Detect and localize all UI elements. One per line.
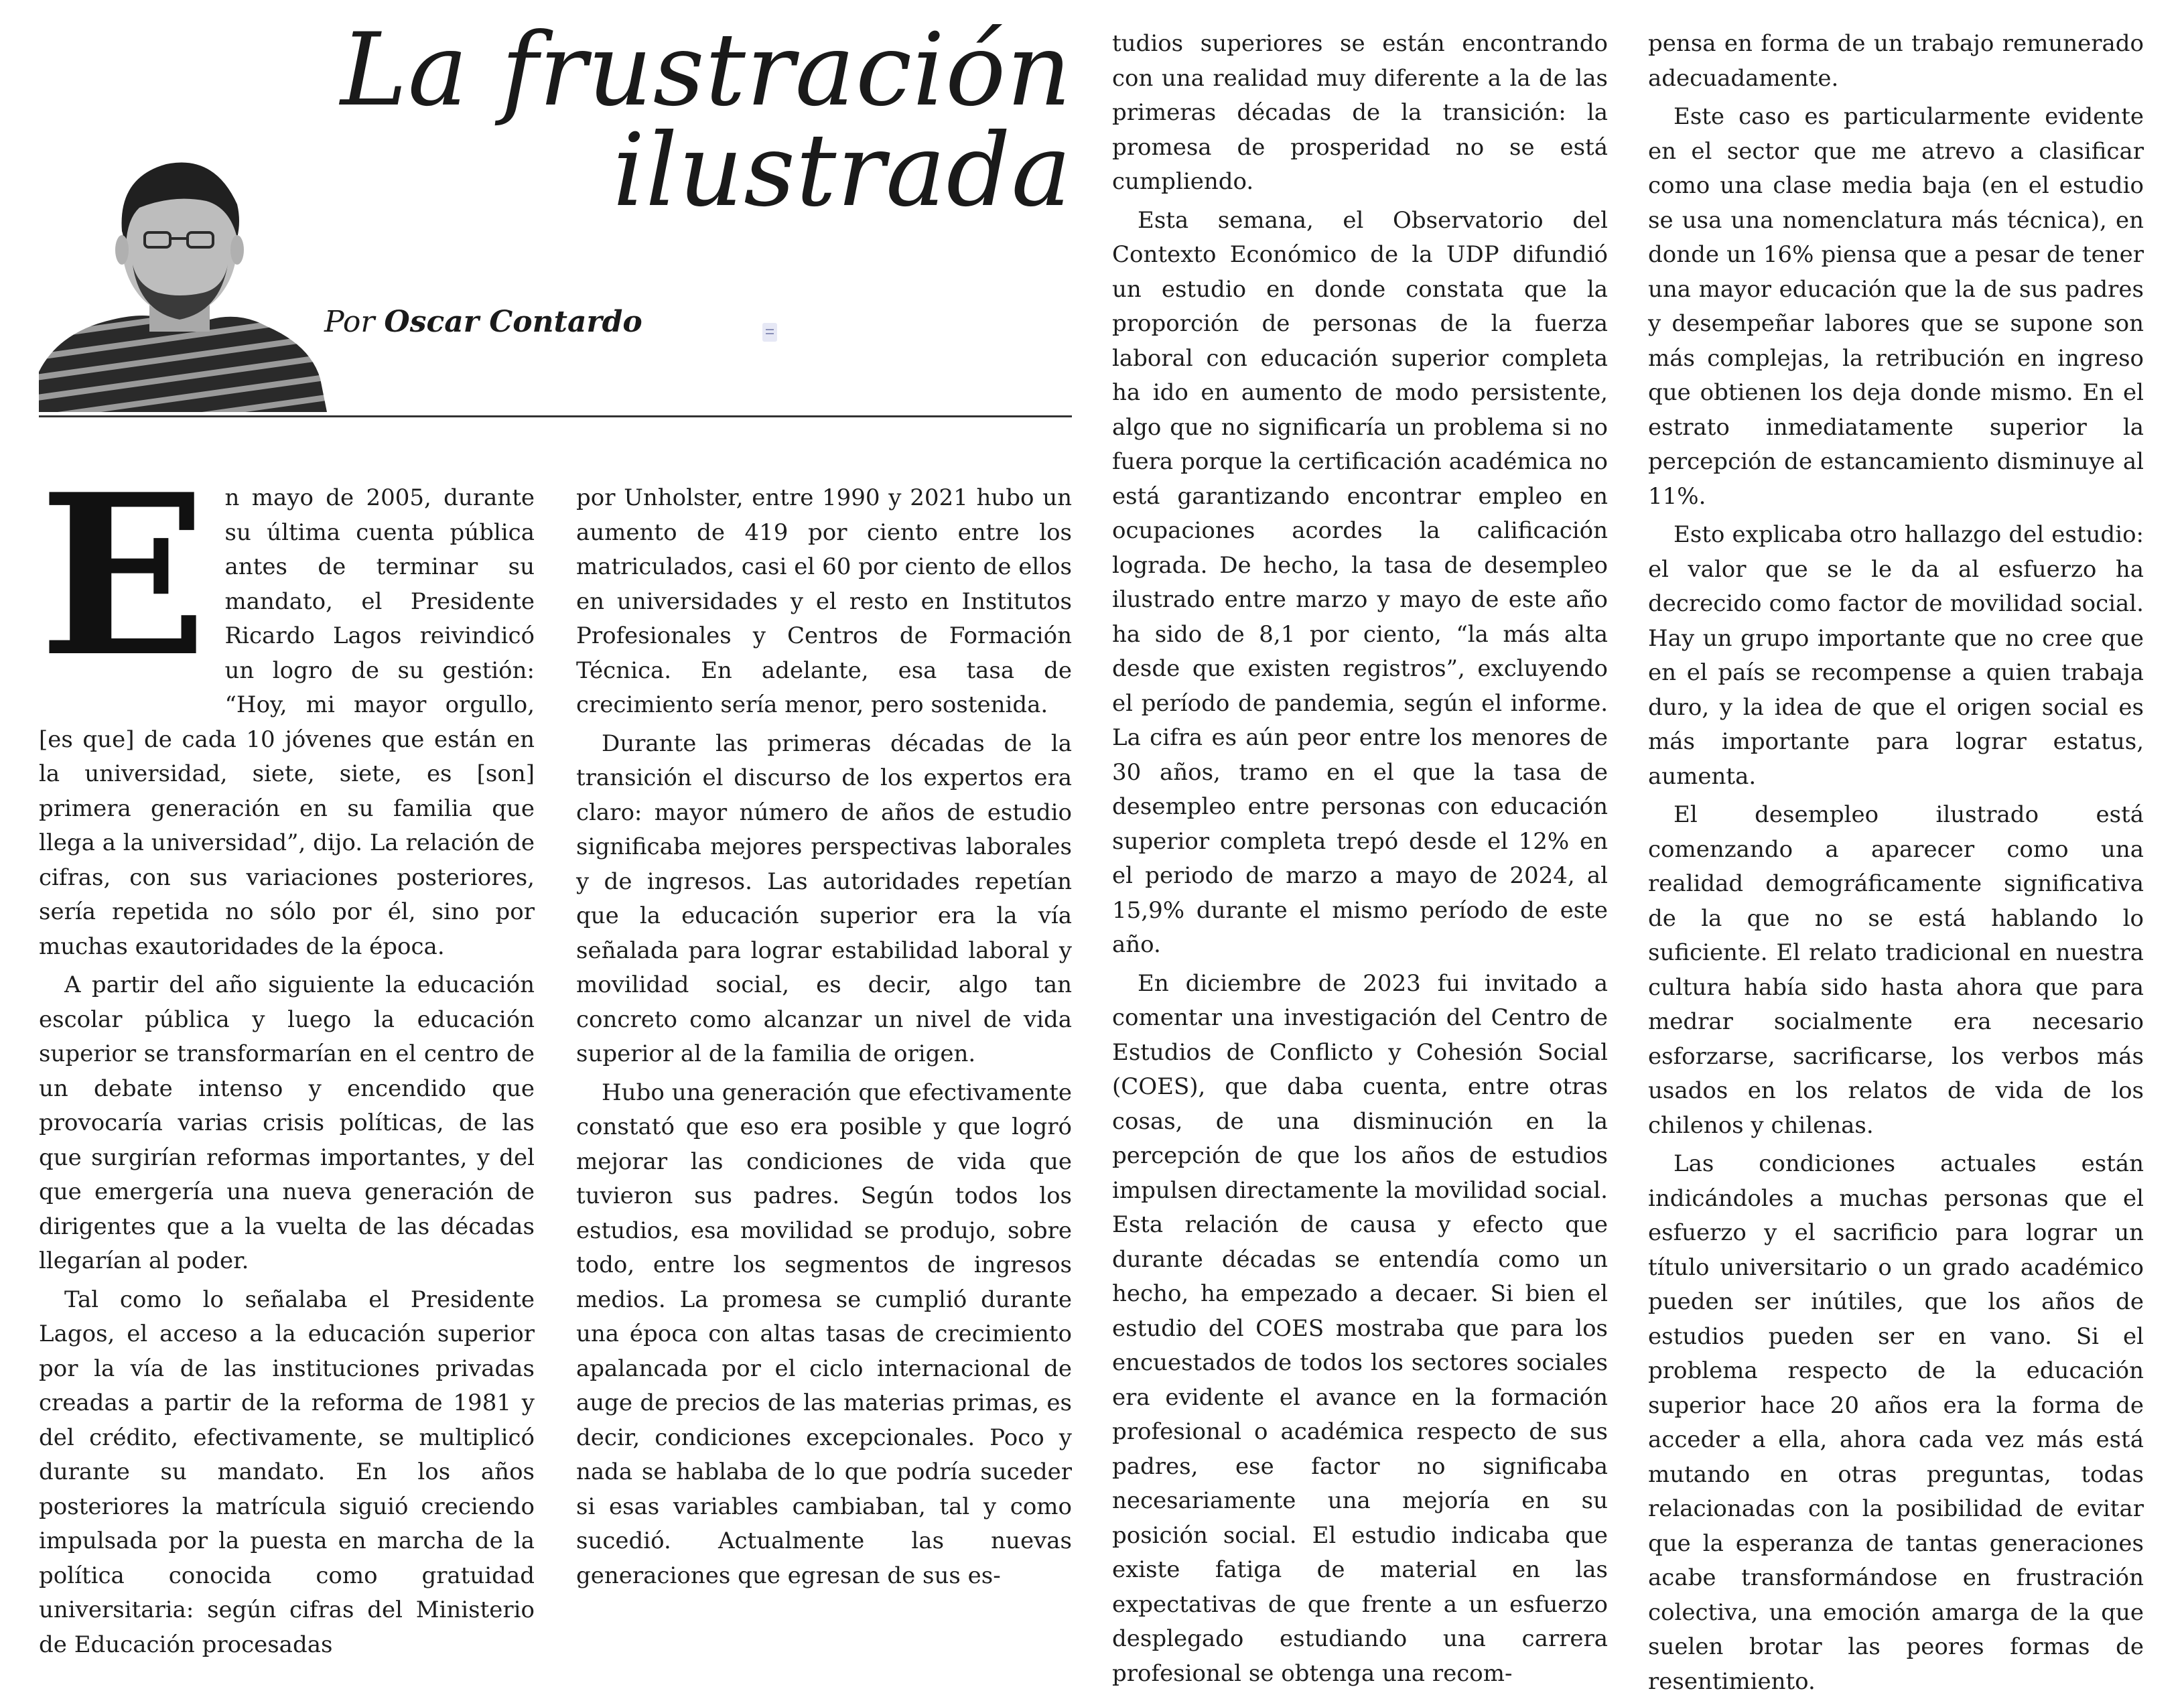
title-line-1: La frustración [340,12,1072,129]
byline [324,305,642,339]
paragraph: A partir del año siguiente la educación escolar pública y luego la educación superior se transformarían en el centro de un debate intenso y encendido que provocaría varias crisis políticas, de las que surgirían reformas importantes, y del que emergería una nueva generación de dirigentes que a la vuelta de las décadas llegarían al poder. [39,971,535,1274]
paragraph: Este caso es particularmente evidente en el sector que me atrevo a clasificar como una clase media baja (en el estudio se usa una nomenclatura más técnica), en donde un 16% piensa que a pesar de tener una mayor educación que la de sus padres y desempeñar labores que se supone son más complejas, la retribución en ingreso que obtienen los deja donde mismo. En el estrato inmediatamente superior la percepción de estancamiento disminuye al 11%. [1648,103,2144,510]
paragraph: n mayo de 2005, durante su última cuenta pública antes de terminar su mandato, el Presidente Ricardo Lagos reivindicó un logro de su gestión: “Hoy, mi mayor orgullo, [es que] de cada 10 jóvenes que están en la universidad, siete, siete, es [son] primera generación en su familia que llega a la universidad”, dijo. La relación de cifras, con sus variaciones posteriores, sería repetida no sólo por él, sino por muchas exautoridades de la época. [39,484,535,960]
author-photo [39,144,334,412]
paragraph: Tal como lo señalaba el Presidente Lagos, el acceso a la educación superior por la vía de las instituciones privadas creadas a partir de la reforma de 1981 y del crédito, efectivamente, se multiplicó durante su mandato. En los años posteriores la matrícula siguió creciendo impulsada por la puesta en marcha de la política conocida como gratuidad universitaria: según cifras del Ministerio de Educación procesadas [39,1286,535,1658]
document-icon[interactable] [762,323,777,342]
paragraph: Esta semana, el Observatorio del Contexto Económico de la UDP difundió un estudio en donde constata que la proporción de personas de la fuerza laboral con educación superior completa ha ido en aumento de modo persistente, algo que no significaría un problema si no fuera porque la certificación académica no está garantizando encontrar empleo en ocupaciones acordes la calificación lograda. De hecho, la tasa de desempleo ilustrado entre marzo y mayo de este año ha sido de 8,1 por ciento, “la más alta desde que existen registros”, excluyendo el período de pandemia, según el informe. La cifra es aún peor entre los menores de 30 años, tramo en el que la tasa de desempleo entre personas con educación superior completa trepó desde el 12% en el periodo de marzo a mayo de 2024, al 15,9% durante el mismo período de este año. [1112,206,1608,958]
article-title [268,12,1072,229]
paragraph: por Unholster, entre 1990 y 2021 hubo un aumento de 419 por ciento entre los matriculados, casi el 60 por ciento de ellos en universidades y el resto en Institutos Profesionales y Centros de Formación Técnica. En adelante, esa tasa de crecimiento sería menor, pero sostenida. [576,484,1072,718]
paragraph: Las condiciones actuales están indicándoles a muchas personas que el esfuerzo y el sacrificio para lograr un título universitario o un grado académico pueden ser inútiles, que los años de estudios pueden ser en vano. Si el problema respecto de la educación superior hace 20 años era la forma de acceder a ella, ahora cada vez más está mutando en otras preguntas, todas relacionadas con la posibilidad de evitar que la esperanza de tantas generaciones acabe transformándose en frustración colectiva, una emoción amarga de la que suelen brotar las peores formas de resentimiento. [1648,1150,2144,1695]
column-4 [1648,27,2144,1695]
byline-prefix: Por [324,305,375,339]
paragraph: tudios superiores se están encontrando con una realidad muy diferente a la de las primeras décadas de la transición: la promesa de prosperidad no se está cumpliendo. [1112,30,1608,195]
paragraph: El desempleo ilustrado está comenzando a aparecer como una realidad demográficamente significativa de la que no se está hablando lo suficiente. El relato tradicional en nuestra cultura había sido hasta ahora que para medrar socialmente era necesario esforzarse, sacrificarse, los verbos más usados en los relatos de vida de los chilenos y chilenas. [1648,801,2144,1139]
paragraph: Hubo una generación que efectivamente constató que eso era posible y que logró mejorar las condiciones de vida que tuvieron sus padres. Según todos los estudios, esa movilidad se produjo, sobre todo, entre los segmentos de ingresos medios. La promesa se cumplió durante una época con altas tasas de crecimiento apalancada por el ciclo internacional de auge de precios de las materias primas, es decir, condiciones excepcionales. Poco y nada se hablaba de lo que podría suceder si esas variables cambiaban, tal y como sucedió. Actualmente las nuevas generaciones que egresan de sus es- [576,1079,1072,1589]
author-name: Oscar Contardo [384,305,642,339]
paragraph: Esto explicaba otro hallazgo del estudio: el valor que se le da al esfuerzo ha decrecido como factor de movilidad social. Hay un grupo importante que no cree que en el país se recompense a quien trabaja duro, y la idea de que el origen social es más importante para lograr estatus, aumenta. [1648,521,2144,790]
title-line-2: ilustrada [612,113,1072,229]
drop-cap: E [39,446,208,705]
paragraph: Durante las primeras décadas de la transición el discurso de los expertos era claro: mayor número de años de estudio significaba mejores perspectivas laborales y de ingresos. Las autoridades repetían que la educación superior era la vía señalada para lograr estabilidad laboral y movilidad social, es decir, algo tan concreto como alcanzar un nivel de vida superior al de la familia de origen. [576,730,1072,1067]
header-rule [39,415,1072,417]
column-3 [1112,27,1608,1687]
column-2 [576,481,1072,1589]
paragraph: pensa en forma de un trabajo remunerado adecuadamente. [1648,30,2144,92]
paragraph: En diciembre de 2023 fui invitado a comentar una investigación del Centro de Estudios de Conflicto y Cohesión Social (COES), que daba cuenta, entre otras cosas, de una disminución en la percepción de que los años de estudios impulsen directamente la movilidad social. Esta relación de causa y efecto que durante décadas se entendía como un hecho, ha empezado a decaer. Si bien el estudio del COES mostraba que para los encuestados de todos los sectores sociales era evidente el avance en la formación profesional o académica respecto de sus padres, ese factor no significaba necesariamente una mejoría en su posición social. El estudio indicaba que existe fatiga de material en las expectativas de que frente a un esfuerzo desplegado estudiando una carrera profesional se obtenga una recom- [1112,969,1608,1687]
column-1 [39,446,535,1658]
